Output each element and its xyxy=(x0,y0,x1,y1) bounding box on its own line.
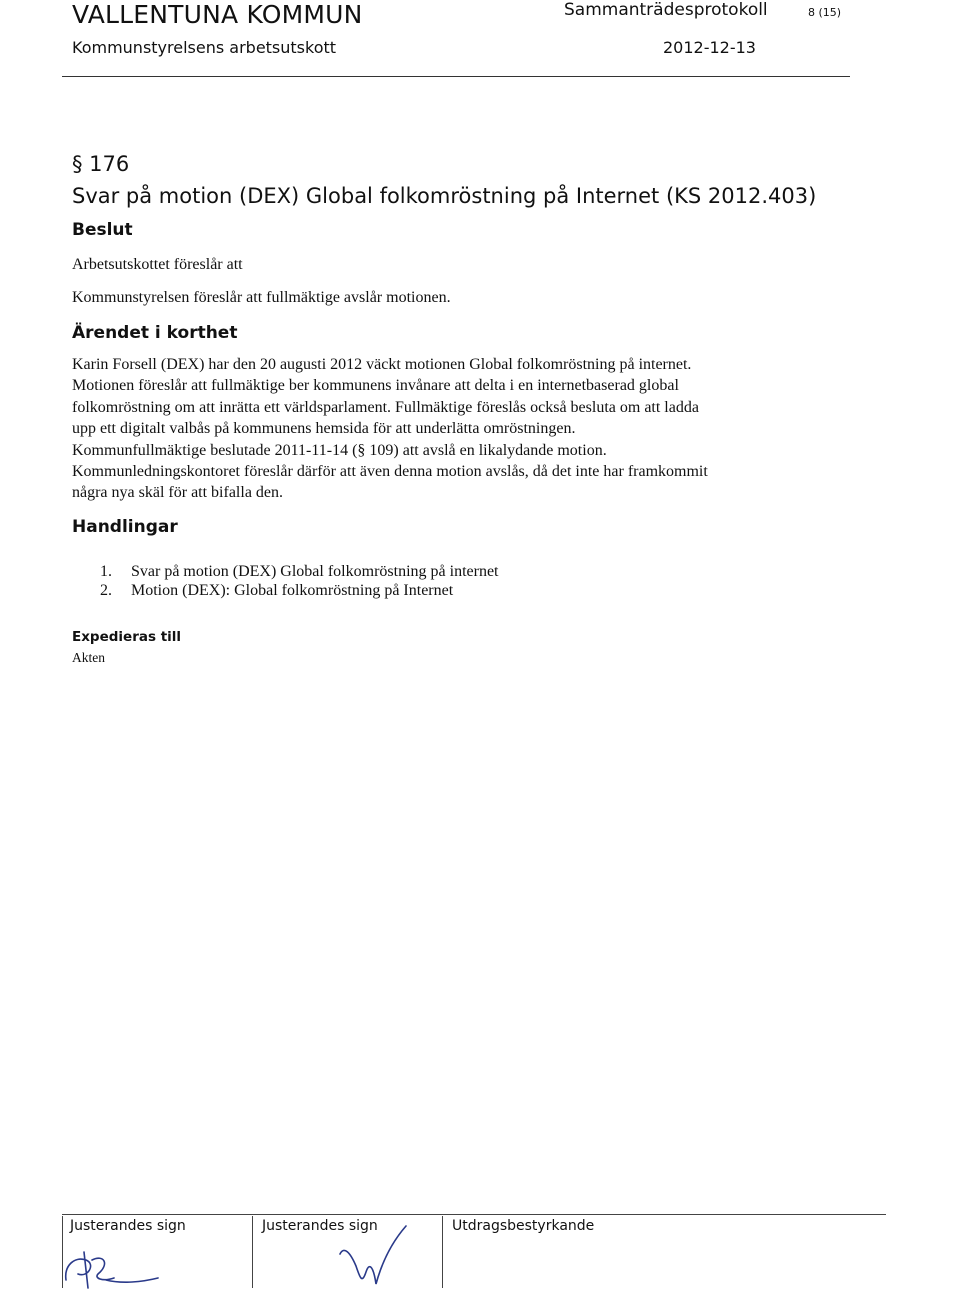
signature-label: Justerandes sign xyxy=(70,1218,186,1234)
handwritten-signature xyxy=(62,1244,172,1292)
paragraph-number: § 176 xyxy=(72,152,130,176)
beslut-text-line: Kommunstyrelsen föreslår att fullmäktige avslår motionen. xyxy=(72,289,451,306)
heading-handlingar: Handlingar xyxy=(72,517,178,537)
signature-label: Justerandes sign xyxy=(262,1218,378,1234)
signature-label: Utdragsbestyrkande xyxy=(452,1218,595,1234)
committee-name: Kommunstyrelsens arbetsutskott xyxy=(72,38,337,57)
header-divider xyxy=(62,76,850,77)
signature-cell-divider xyxy=(442,1216,443,1288)
meeting-date: 2012-12-13 xyxy=(663,38,756,57)
arendet-text-line: några nya skäl för att bifalla den. xyxy=(72,484,284,502)
page-number: 8 (15) xyxy=(808,6,842,19)
beslut-text-line: Arbetsutskottet föreslår att xyxy=(72,256,243,273)
list-item-text: Motion (DEX): Global folkomröstning på Internet xyxy=(131,582,454,599)
signature-table-border xyxy=(62,1214,886,1215)
heading-expedieras-till: Expedieras till xyxy=(72,629,182,645)
expedieras-value: Akten xyxy=(72,650,105,665)
handwritten-signature xyxy=(330,1222,420,1288)
section-title: Svar på motion (DEX) Global folkomröstning på Internet (KS 2012.403) xyxy=(72,184,817,208)
list-item xyxy=(100,562,498,581)
list-item xyxy=(100,581,498,600)
arendet-text-line: Kommunfullmäktige beslutade 2011-11-14 (§ 109) att avslå en likalydande motion. xyxy=(72,441,607,459)
heading-arendet-i-korthet: Ärendet i korthet xyxy=(72,323,238,343)
list-item-number: 1. xyxy=(100,563,112,580)
arendet-text-line: Karin Forsell (DEX) har den 20 augusti 2012 väckt motionen Global folkomröstning på internet. xyxy=(72,356,692,373)
document-type: Sammanträdesprotokoll xyxy=(564,0,768,20)
org-name: VALLENTUNA KOMMUN xyxy=(72,0,363,29)
list-item-number: 2. xyxy=(100,582,112,599)
arendet-text-line: folkomröstning om att inrätta ett världsparlament. Fullmäktige föreslås också besluta om att ladda xyxy=(72,398,699,416)
arendet-text-line: Kommunledningskontoret föreslår därför att även denna motion avslås, då det inte har framkommit xyxy=(72,463,708,481)
arendet-text-line: Motionen föreslår att fullmäktige ber kommunens invånare att delta i en internetbaserad global xyxy=(72,377,679,395)
arendet-body xyxy=(72,354,832,504)
arendet-text-line: upp ett digitalt valbås på kommunens hemsida för att underlätta omröstningen. xyxy=(72,420,576,438)
heading-beslut: Beslut xyxy=(72,220,133,240)
signature-cell-divider xyxy=(252,1216,253,1288)
handlingar-list xyxy=(100,562,498,600)
list-item-text: Svar på motion (DEX) Global folkomröstning på internet xyxy=(131,563,499,580)
